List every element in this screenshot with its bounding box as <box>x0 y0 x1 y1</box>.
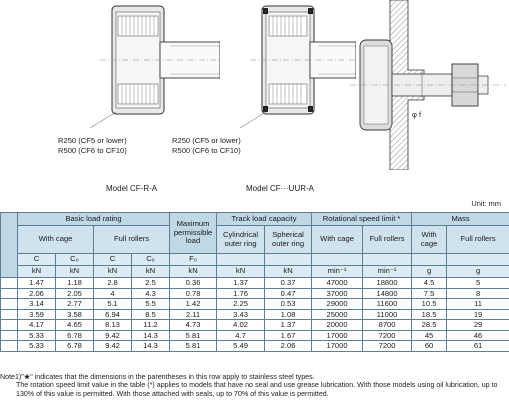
footnote-line-1-text: " indicates that the dimensions in the parentheses in this row apply to stainless steel types. <box>30 373 315 381</box>
table-cell: 28.5 <box>412 320 447 331</box>
table-cell: 47000 <box>312 278 363 289</box>
unit-cell: kN <box>170 266 217 278</box>
model-label-cf-uur-a: Model CF···UUR-A <box>246 184 314 193</box>
table-cell: 14.3 <box>132 330 170 341</box>
table-cell: 25000 <box>312 309 363 320</box>
model-column-header <box>1 213 18 278</box>
table-cell: 11 <box>447 299 509 310</box>
table-cell: 5.1 <box>94 299 132 310</box>
symbol-cell: C <box>94 254 132 266</box>
table-cell: 0.36 <box>170 278 217 289</box>
callout-r500-middle: R500 (CF6 to CF10) <box>172 146 241 155</box>
table-cell: 5.49 <box>217 341 265 352</box>
table-cell: 45 <box>412 330 447 341</box>
table-cell: 29000 <box>312 299 363 310</box>
table-cell: 11600 <box>363 299 412 310</box>
table-cell: 7200 <box>363 341 412 352</box>
cam-follower-r-a-drawing <box>60 0 220 130</box>
symbol-cell <box>363 254 412 266</box>
unit-label: Unit: mm <box>471 199 501 208</box>
symbol-cell <box>217 254 265 266</box>
table-cell: 4.17 <box>18 320 56 331</box>
table-cell: 14.3 <box>132 341 170 352</box>
model-number-cell <box>1 278 18 289</box>
model-number-cell <box>1 341 18 352</box>
callout-r500-left: R500 (CF6 to CF10) <box>58 146 127 155</box>
table-cell: 11.2 <box>132 320 170 331</box>
table-cell: 2.8 <box>94 278 132 289</box>
table-row <box>1 278 509 289</box>
table-cell: 61 <box>447 341 509 352</box>
table-cell: 5 <box>447 278 509 289</box>
table-cell: 0.47 <box>265 288 312 299</box>
table-cell: 19 <box>447 309 509 320</box>
unit-cell: kN <box>217 266 265 278</box>
model-number-cell <box>1 330 18 341</box>
table-cell: 8700 <box>363 320 412 331</box>
table-row <box>1 299 509 310</box>
table-cell: 7200 <box>363 330 412 341</box>
table-cell: 20000 <box>312 320 363 331</box>
table-cell: 4.3 <box>132 288 170 299</box>
unit-cell: kN <box>56 266 94 278</box>
spec-table-body <box>1 278 509 352</box>
symbol-cell <box>412 254 447 266</box>
footnote-prefix: Note1)" <box>0 373 24 381</box>
max-permissible-load-header: Maximum permissible load <box>170 213 217 254</box>
mass-with-cage-header: With cage <box>412 226 447 254</box>
table-row <box>1 309 509 320</box>
table-cell: 4.7 <box>217 330 265 341</box>
table-cell: 11000 <box>363 309 412 320</box>
table-cell: 1.47 <box>18 278 56 289</box>
unit-cell: kN <box>18 266 56 278</box>
table-cell: 7.5 <box>412 288 447 299</box>
table-cell: 1.42 <box>170 299 217 310</box>
table-cell: 1.37 <box>265 320 312 331</box>
unit-cell: kN <box>265 266 312 278</box>
unit-cell: min⁻¹ <box>363 266 412 278</box>
table-cell: 5.81 <box>170 330 217 341</box>
table-cell: 2.5 <box>132 278 170 289</box>
table-cell: 1.08 <box>265 309 312 320</box>
table-cell: 4.73 <box>170 320 217 331</box>
table-cell: 6.94 <box>94 309 132 320</box>
model-number-cell <box>1 320 18 331</box>
table-cell: 1.67 <box>265 330 312 341</box>
mounting-section-drawing <box>346 0 509 170</box>
table-cell: 2.06 <box>265 341 312 352</box>
footnote-line-1 <box>0 373 500 381</box>
table-cell: 0.53 <box>265 299 312 310</box>
table-cell: 2.05 <box>56 288 94 299</box>
table-cell: 2.11 <box>170 309 217 320</box>
table-cell: 3.58 <box>56 309 94 320</box>
table-row <box>1 320 509 331</box>
table-cell: 29 <box>447 320 509 331</box>
table-cell: 8.13 <box>94 320 132 331</box>
symbol-cell <box>265 254 312 266</box>
table-cell: 4 <box>94 288 132 299</box>
table-cell: 10.5 <box>412 299 447 310</box>
table-cell: 2.77 <box>56 299 94 310</box>
mass-header: Mass <box>412 213 509 226</box>
table-cell: 8 <box>447 288 509 299</box>
table-cell: 17000 <box>312 330 363 341</box>
table-cell: 3.14 <box>18 299 56 310</box>
table-cell: 4.5 <box>412 278 447 289</box>
table-cell: 1.76 <box>217 288 265 299</box>
cylindrical-outer-ring-header: Cylindrical outer ring <box>217 226 265 254</box>
model-number-cell <box>1 299 18 310</box>
load-full-rollers-header: Full rollers <box>94 226 170 254</box>
model-label-cf-r-a: Model CF-R-A <box>106 184 158 193</box>
star-icon: ★ <box>23 373 31 381</box>
spec-table <box>0 212 509 352</box>
table-cell: 0.78 <box>170 288 217 299</box>
symbol-cell: C₀ <box>132 254 170 266</box>
symbol-cell: F₀ <box>170 254 217 266</box>
table-cell: 9.42 <box>94 330 132 341</box>
table-cell: 3.43 <box>217 309 265 320</box>
table-cell: 0.37 <box>265 278 312 289</box>
table-cell: 46 <box>447 330 509 341</box>
table-cell: 6.78 <box>56 341 94 352</box>
load-with-cage-header: With cage <box>18 226 94 254</box>
speed-full-rollers-header: Full rollers <box>363 226 412 254</box>
table-cell: 37000 <box>312 288 363 299</box>
table-cell: 18800 <box>363 278 412 289</box>
table-cell: 6.78 <box>56 330 94 341</box>
table-cell: 18.5 <box>412 309 447 320</box>
table-cell: 8.5 <box>132 309 170 320</box>
table-cell: 5.81 <box>170 341 217 352</box>
mass-full-rollers-header: Full rollers <box>447 226 509 254</box>
table-cell: 3.59 <box>18 309 56 320</box>
unit-cell: kN <box>94 266 132 278</box>
table-cell: 4.65 <box>56 320 94 331</box>
rotational-speed-limit-header: Rotational speed limit * <box>312 213 412 226</box>
track-load-capacity-header: Track load capacity <box>217 213 312 226</box>
cam-follower-uur-a-drawing <box>206 0 356 130</box>
table-cell: 5.33 <box>18 341 56 352</box>
table-cell: 60 <box>412 341 447 352</box>
footnote-line-2: The rotation speed limit value in the table (*) applies to models that have no seal and use grease lubrication. With those models using oil lubrication, up to 130% of this value is permitted. With those attached with seals, up to 70% of this value is permitted. <box>16 381 498 398</box>
symbol-cell: C <box>18 254 56 266</box>
dimension-phi-f-label: φ f <box>412 110 422 119</box>
table-cell: 1.37 <box>217 278 265 289</box>
speed-with-cage-header: With cage <box>312 226 363 254</box>
footnote <box>0 373 500 398</box>
unit-cell: kN <box>132 266 170 278</box>
callout-r250-left: R250 (CF5 or lower) <box>58 136 127 145</box>
table-cell: 14800 <box>363 288 412 299</box>
symbol-cell <box>312 254 363 266</box>
unit-cell: g <box>412 266 447 278</box>
table-cell: 1.18 <box>56 278 94 289</box>
spherical-outer-ring-header: Spherical outer ring <box>265 226 312 254</box>
table-row <box>1 288 509 299</box>
symbol-cell: C₀ <box>56 254 94 266</box>
callout-r250-middle: R250 (CF5 or lower) <box>172 136 241 145</box>
table-cell: 2.25 <box>217 299 265 310</box>
symbol-cell <box>447 254 509 266</box>
table-row <box>1 330 509 341</box>
basic-load-rating-header: Basic load rating <box>18 213 170 226</box>
table-row <box>1 341 509 352</box>
table-cell: 17000 <box>312 341 363 352</box>
unit-cell: g <box>447 266 509 278</box>
table-cell: 9.42 <box>94 341 132 352</box>
unit-cell: min⁻¹ <box>312 266 363 278</box>
table-cell: 5.5 <box>132 299 170 310</box>
table-cell: 2.06 <box>18 288 56 299</box>
table-cell: 5.33 <box>18 330 56 341</box>
model-number-cell <box>1 288 18 299</box>
model-number-cell <box>1 309 18 320</box>
table-cell: 4.02 <box>217 320 265 331</box>
